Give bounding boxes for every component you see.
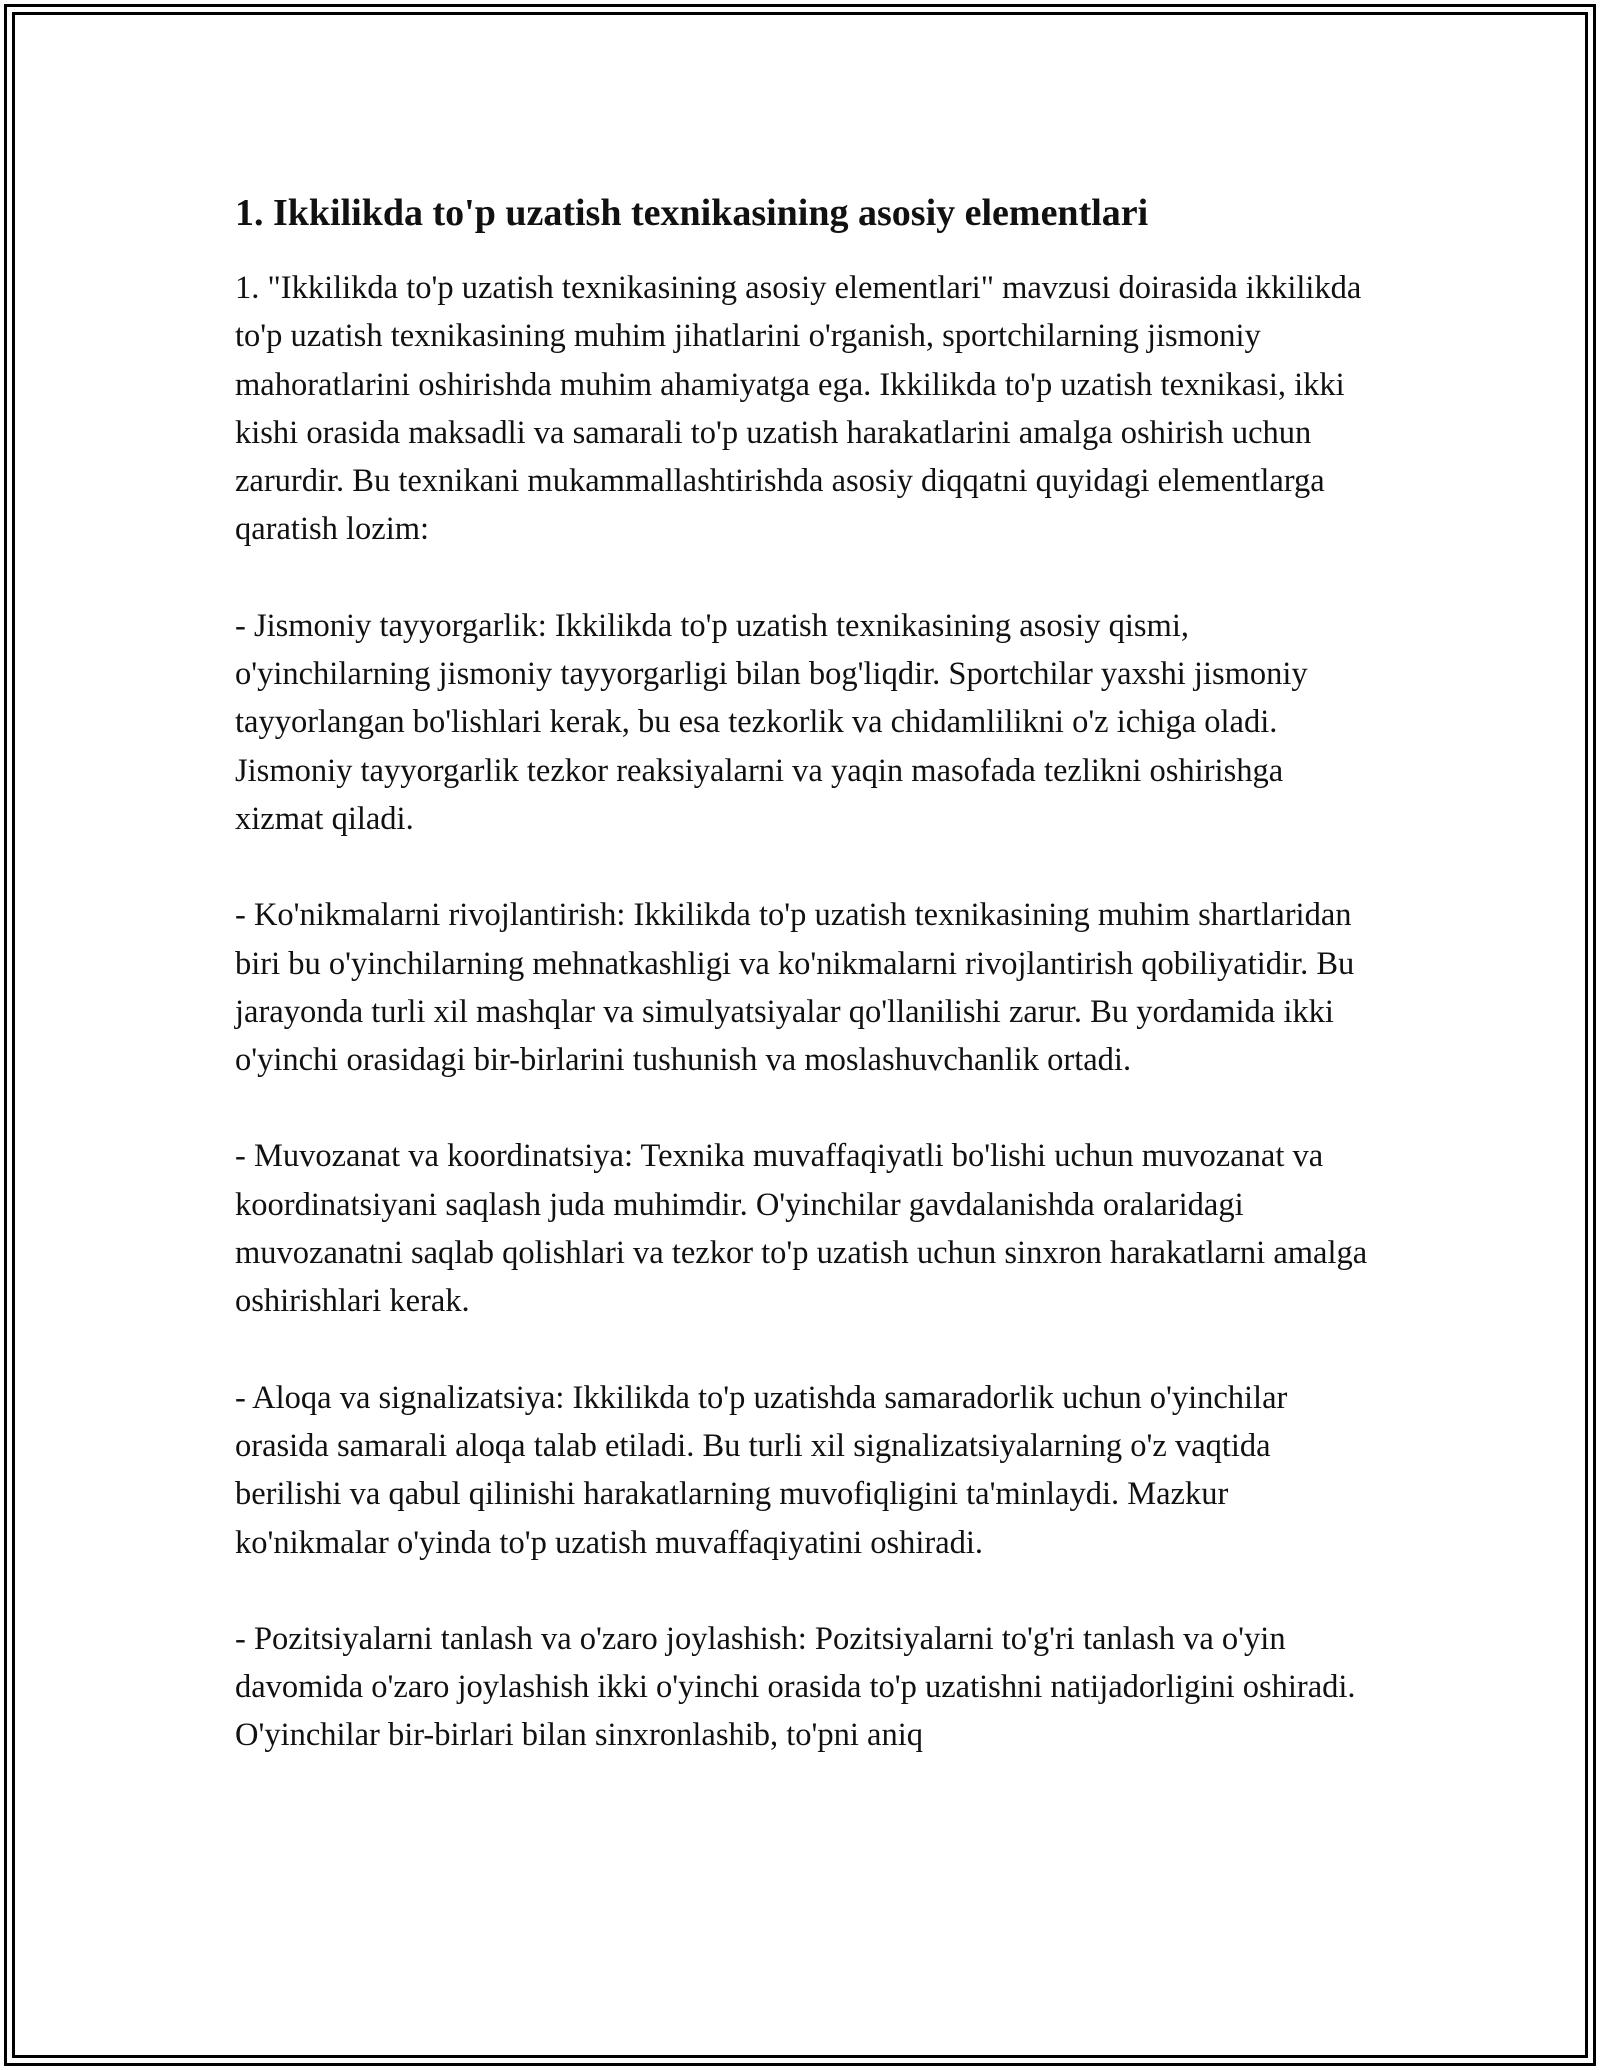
paragraph-skill-development: - Ko'nikmalarni rivojlantirish: Ikkilikda to'p uzatish texnikasining muhim shartlaridan biri bu o'yinchilarning mehnatkashligi va ko'nikmalarni rivojlantirish qobiliyatidir. Bu jarayonda turli xil mashqlar va simulyatsiyalar qo'llanilishi zarur. Bu yordamida ikki o'yinchi orasidagi bir-birlarini tushunish va moslashuvchanlik ortadi. <box>235 897 1355 1079</box>
paragraph-physical-preparation: - Jismoniy tayyorgarlik: Ikkilikda to'p uzatish texnikasining asosiy qismi, o'yinchilarning jismoniy tayyorgarligi bilan bog'liqdir. Sportchilar yaxshi jismoniy tayyorlangan bo'lishlari kerak, bu esa tezkorlik va chidamlilikni o'z ichiga oladi. Jismoniy tayyorgarlik tezkor reaksiyalarni va yaqin masofada tezlikni oshirishga xizmat qiladi. <box>235 607 1308 837</box>
paragraph-communication-signaling: - Aloqa va signalizatsiya: Ikkilikda to'p uzatishda samaradorlik uchun o'yinchilar orasida samarali aloqa talab etiladi. Bu turli xil signalizatsiyalarning o'z vaqtida berilishi va qabul qilinishi harakatlarning muvofiqligini ta'minlaydi. Mazkur ko'nikmalar o'yinda to'p uzatish muvaffaqiyatini oshiradi. <box>235 1379 1288 1561</box>
paragraph-intro: 1. "Ikkilikda to'p uzatish texnikasining asosiy elementlari" mavzusi doirasida ikkilikda to'p uzatish texnikasining muhim jihatlarini o'rganish, sportchilarning jismoniy mahoratlarini oshirishda muhim ahamiyatga ega. Ikkilikda to'p uzatish texnikasi, ikki kishi orasida maksadli va samarali to'p uzatish harakatlarini amalga oshirish uchun zarurdir. Bu texnikani mukammallashtirishda asosiy diqqatni quyidagi elementlarga qaratish lozim: <box>235 270 1362 548</box>
document-body <box>235 188 1375 1808</box>
paragraph-balance-coordination: - Muvozanat va koordinatsiya: Texnika muvaffaqiyatli bo'lishi uchun muvozanat va koordinatsiyani saqlash juda muhimdir. O'yinchilar gavdalanishda oralaridagi muvozanatni saqlab qolishlari va tezkor to'p uzatish uchun sinxron harakatlarni amalga oshirishlari kerak. <box>235 1138 1368 1320</box>
paragraph-positioning: - Pozitsiyalarni tanlash va o'zaro joylashish: Pozitsiyalarni to'g'ri tanlash va o'yin davomida o'zaro joylashish ikki o'yinchi orasida to'p uzatishni natijadorligini oshiradi. O'yinchilar bir-birlari bilan sinxronlashib, to'pni aniq <box>235 1620 1356 1754</box>
section-heading: 1. Ikkilikda to'p uzatish texnikasining asosiy elementlari <box>235 192 1149 234</box>
